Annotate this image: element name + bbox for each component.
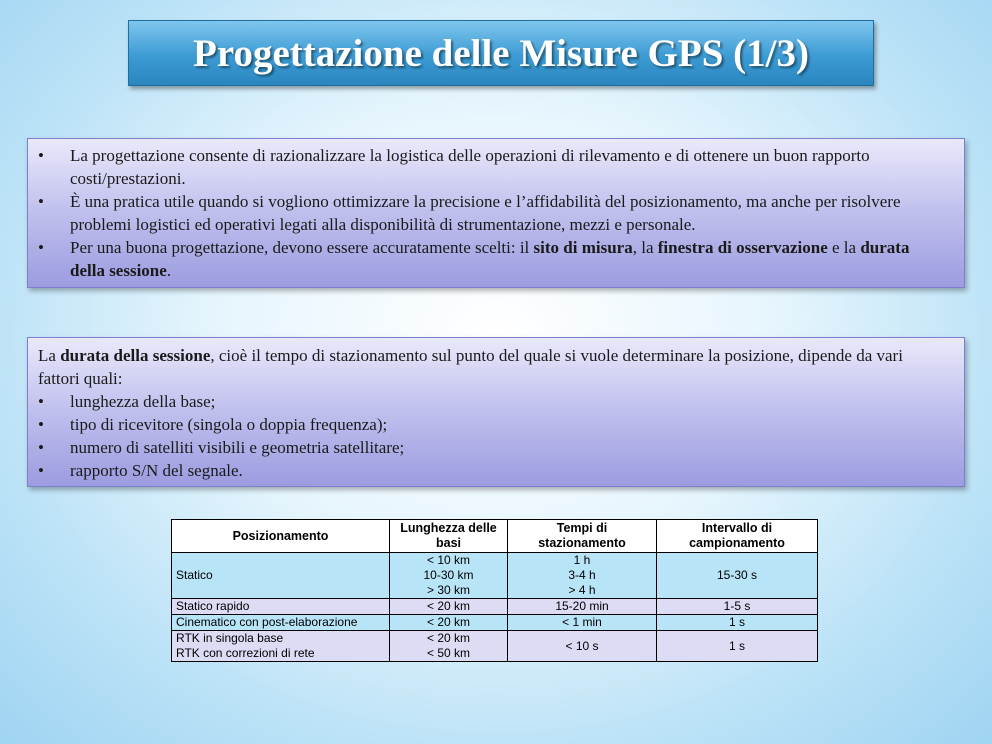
bullet-icon: •: [38, 461, 44, 480]
bullet-icon: •: [38, 192, 44, 211]
bullet-icon: •: [38, 438, 44, 457]
method-kinematic: Cinematico con post-elaborazione: [172, 615, 390, 631]
design-bullet-3: • Per una buona progettazione, devono essere accuratamente scelti: il sito di misura, la finestra di osservazione e la durata della sessione.: [38, 238, 910, 280]
method-static: Statico: [172, 553, 390, 599]
table-row: RTK con correzioni di rete < 50 km: [172, 646, 818, 662]
table-row: > 30 km > 4 h: [172, 583, 818, 599]
bullet-icon: •: [38, 238, 44, 257]
design-panel: [27, 138, 965, 288]
table-row: 10-30 km 3-4 h: [172, 568, 818, 583]
table-row: Statico rapido < 20 km 15-20 min 1-5 s: [172, 599, 818, 615]
method-rtk-single: RTK in singola base: [172, 631, 390, 647]
gps-methods-table: [171, 519, 818, 662]
factor-item: • numero di satelliti visibili e geometria satellitare;: [38, 438, 405, 457]
table-header-row: [172, 520, 818, 553]
bullet-icon: •: [38, 415, 44, 434]
design-bullet-2: • È una pratica utile quando si vogliono ottimizzare la precisione e l’affidabilità del posizionamento, ma anche per risolvere problemi logistici ed operativi legati alla disponibilità di strumentazione, mezzi e personale.: [38, 192, 901, 234]
factor-list: [38, 390, 944, 482]
table-row: Cinematico con post-elaborazione < 20 km < 1 min 1 s: [172, 615, 818, 631]
slide-title: Progettazione delle Misure GPS (1/3): [193, 31, 809, 75]
bullet-icon: •: [38, 392, 44, 411]
bullet-icon: •: [38, 146, 44, 165]
method-rtk-network: RTK con correzioni di rete: [172, 646, 390, 662]
session-duration-panel: [27, 337, 965, 487]
factor-item: • tipo di ricevitore (singola o doppia frequenza);: [38, 415, 388, 434]
design-bullet-1: • La progettazione consente di razionalizzare la logistica delle operazioni di rilevamento e di ottenere un buon rapporto costi/prestazioni.: [38, 146, 870, 188]
factor-item: • lunghezza della base;: [38, 392, 216, 411]
design-bullet-list: [38, 144, 944, 282]
header-baseline-length: Lunghezza delle basi: [390, 520, 508, 553]
table-row: Statico < 10 km 1 h 15-30 s: [172, 553, 818, 569]
title-banner: [128, 20, 874, 86]
table-row: RTK in singola base < 20 km < 10 s 1 s: [172, 631, 818, 647]
method-rapid-static: Statico rapido: [172, 599, 390, 615]
factor-item: • rapporto S/N del segnale.: [38, 461, 243, 480]
session-intro: La durata della sessione, cioè il tempo di stazionamento sul punto del quale si vuole determinare la posizione, dipende da vari fattori quali:: [38, 346, 903, 388]
header-station-time: Tempi di stazionamento: [508, 520, 657, 553]
header-sampling-interval: Intervallo di campionamento: [657, 520, 818, 553]
header-positioning: Posizionamento: [172, 520, 390, 553]
